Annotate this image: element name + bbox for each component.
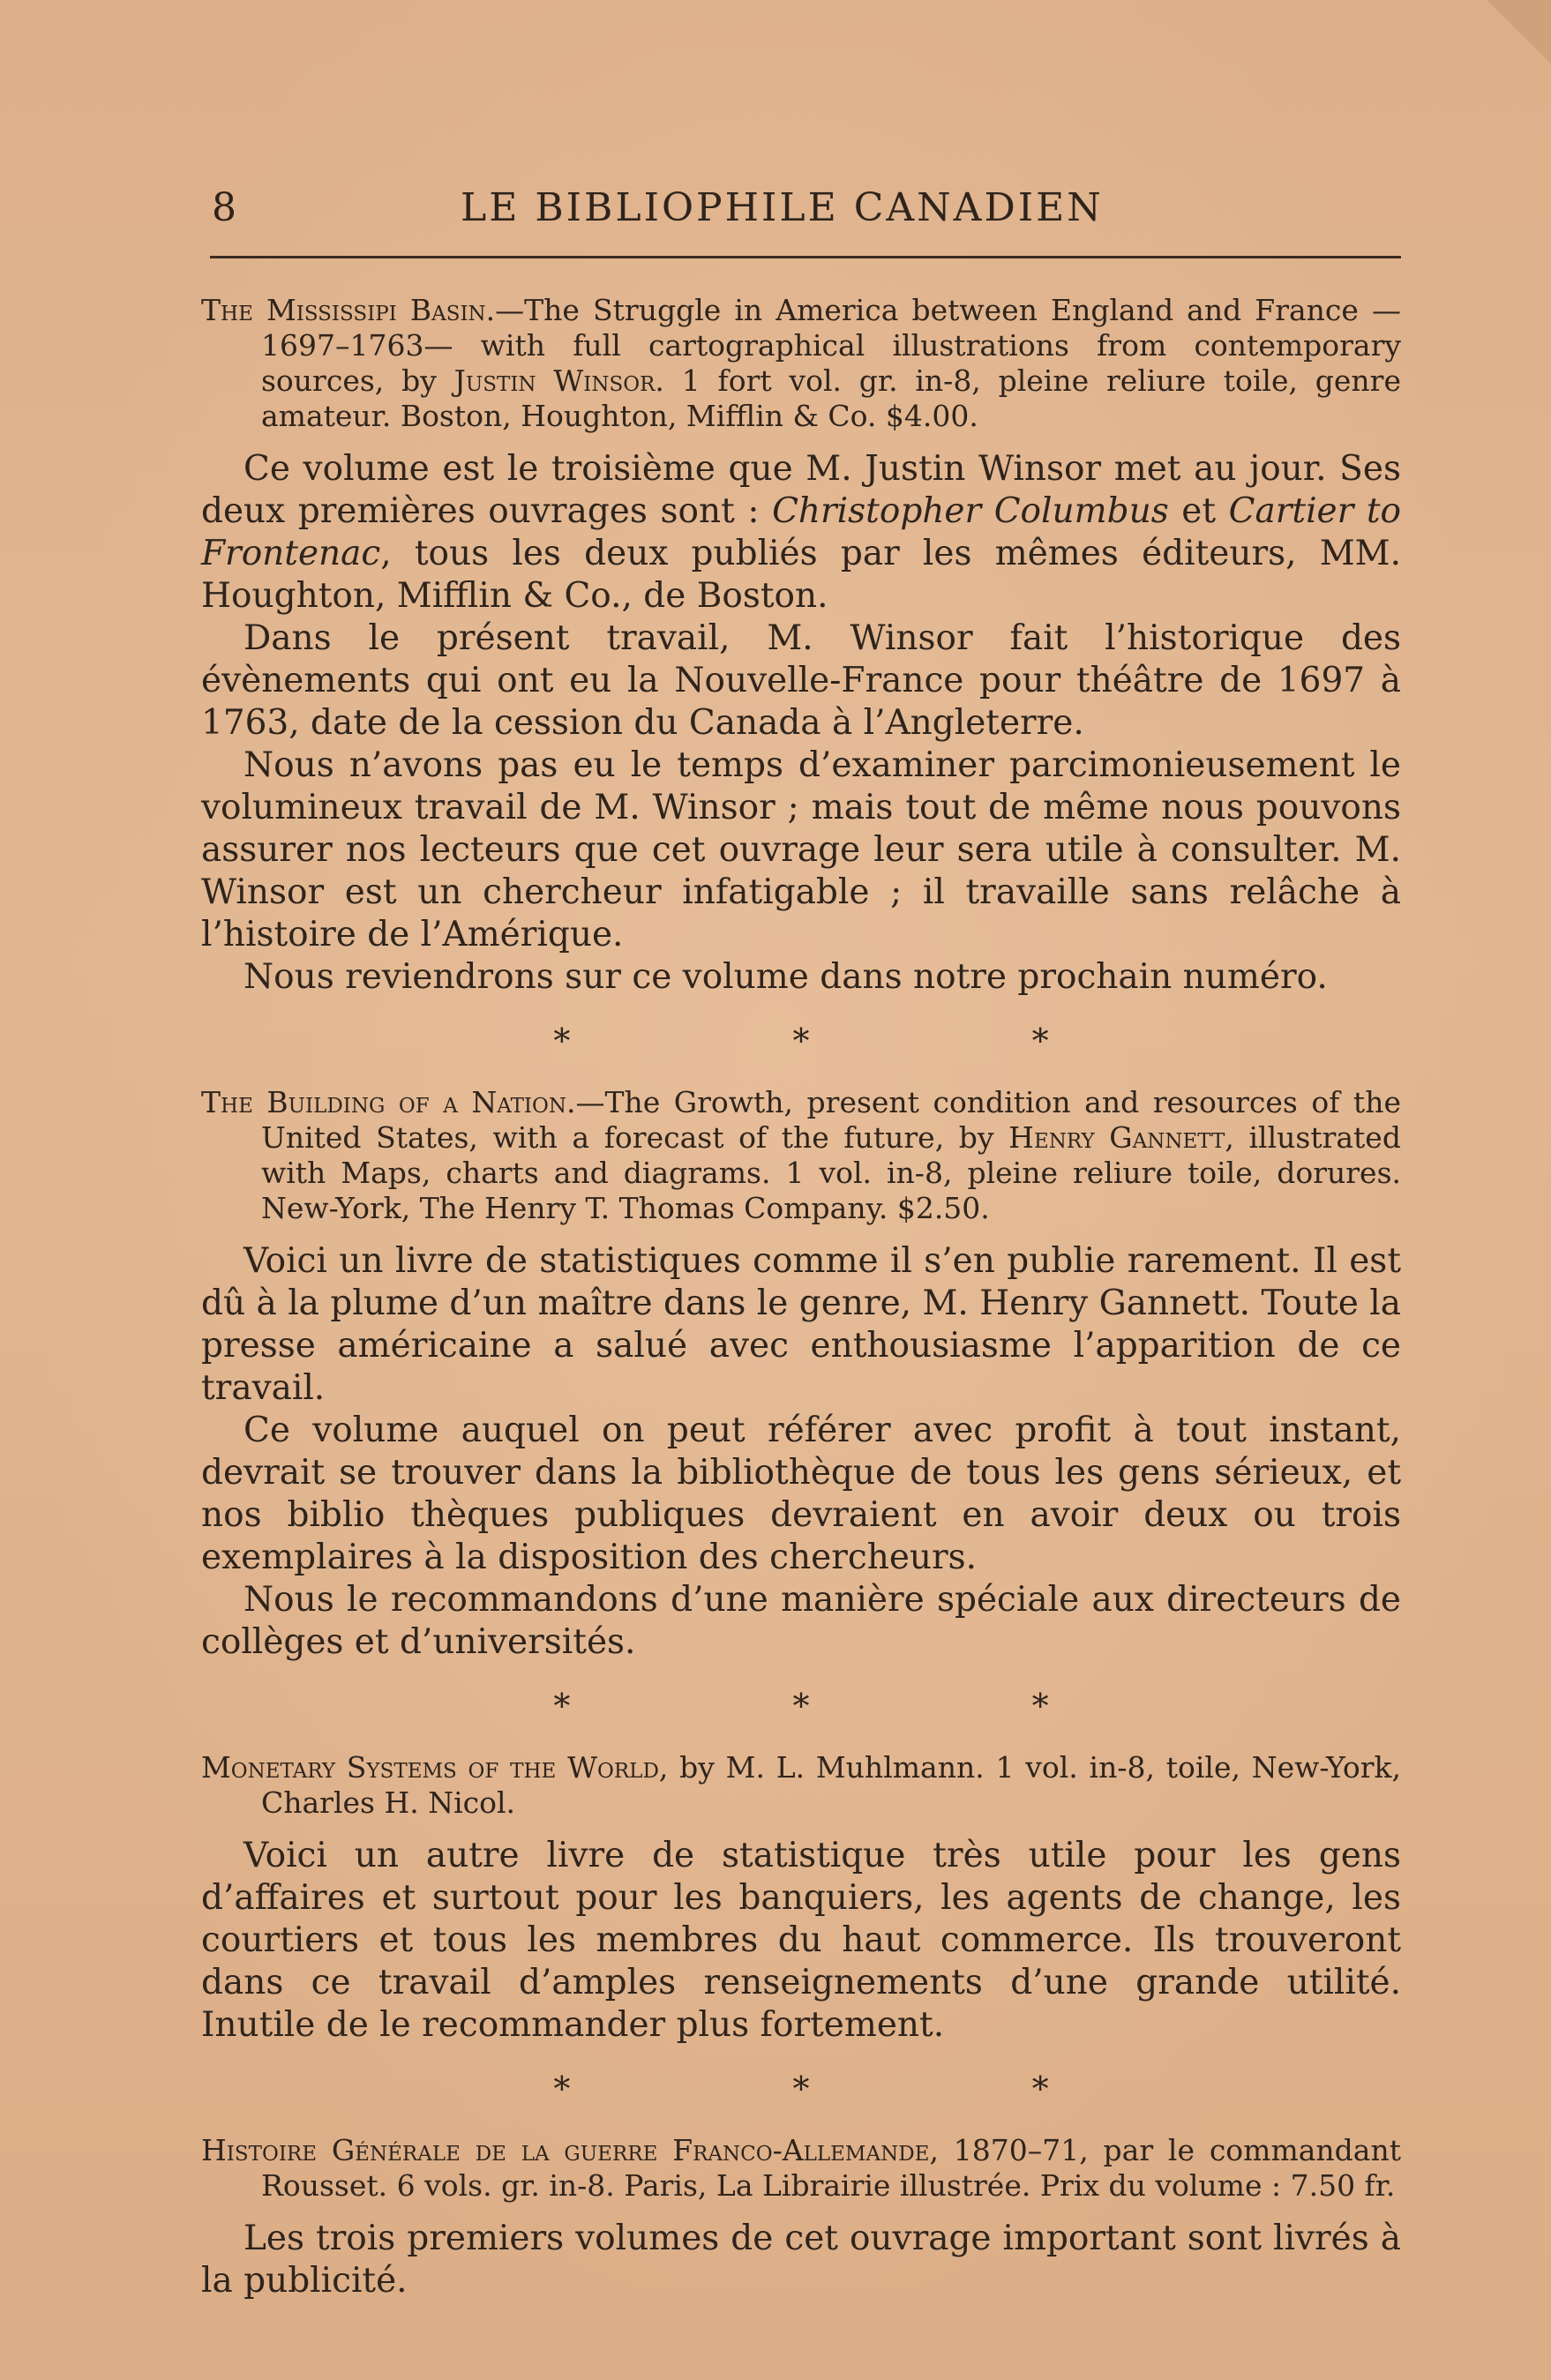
citation-mississipi-basin: [201, 293, 1401, 434]
citation-building-of-a-nation: [201, 1085, 1401, 1226]
citation-body: —The Struggle in America between England and France —1697–1763— with full cartographical illustrations from contemporary sources, by: [261, 293, 1401, 398]
header-rule: [210, 256, 1401, 258]
citation-title: Monetary Systems of the World,: [201, 1750, 669, 1785]
citation-monetary-systems: [201, 1750, 1401, 1821]
text-run: et: [1168, 491, 1229, 531]
book-title: Cartier to Frontenac: [201, 491, 1402, 573]
citation-author: Henry Gannett: [1008, 1120, 1225, 1155]
paragraph: Les trois premiers volumes de cet ouvrage important sont livrés à la publicité.: [201, 2219, 1401, 2301]
citation-tail: by M. L. Muhlmann. 1 vol. in-8, toile, New-York, Charles H. Nicol.: [261, 1750, 1401, 1820]
text-run: , tous les deux publiés par les mêmes éditeurs, MM. Houghton, Mifflin & Co., de Boston.: [201, 534, 1401, 616]
paragraph: Nous le recommandons d’une manière spéciale aux directeurs de collèges et d’universités.: [201, 1580, 1401, 1662]
citation-title: The Building of a Nation.: [201, 1085, 576, 1119]
page-number: 8: [212, 185, 237, 230]
paragraph: Dans le présent travail, M. Winsor fait l’historique des évènements qui ont eu la Nouvelle-France pour théâtre de 1697 à 1763, date de la cession du Canada à l’Angleterre.: [201, 618, 1401, 743]
page-header: [205, 185, 1405, 238]
section-separator: * * *: [553, 1687, 1155, 1725]
citation-title: Histoire Générale de la guerre Franco-Allemande,: [201, 2133, 939, 2167]
book-title: Christopher Columbus: [772, 491, 1169, 531]
citation-body: —The Growth, present condition and resources of the United States, with a forecast of the future, by: [261, 1085, 1401, 1155]
citation-tail: . 1 fort vol. gr. in-8, pleine reliure toile, genre amateur. Boston, Houghton, Mifflin & Co. $4.00.: [261, 363, 1401, 433]
paragraph: Ce volume auquel on peut référer avec profit à tout instant, devrait se trouver dans la bibliothèque de tous les gens sérieux, et nos biblio thèques publiques devraient en avoir deux ou trois exemplaires à la disposition des chercheurs.: [201, 1411, 1401, 1577]
paragraph: [201, 448, 1401, 617]
running-title: LE BIBLIOPHILE CANADIEN: [461, 185, 1104, 230]
citation-author: Justin Winsor: [453, 363, 656, 398]
citation-tail: , illustrated with Maps, charts and diagrams. 1 vol. in-8, pleine reliure toile, dorures. New-York, The Henry T. Thomas Company. $2.50.: [261, 1120, 1401, 1225]
paragraph: Voici un livre de statistiques comme il s’en publie rarement. Il est dû à la plume d’un maître dans le genre, M. Henry Gannett. Toute la presse américaine a salué avec enthousiasme l’apparition de ce travail.: [201, 1241, 1401, 1408]
paragraph: Nous reviendrons sur ce volume dans notre prochain numéro.: [244, 957, 1328, 997]
paragraph: Nous n’avons pas eu le temps d’examiner parcimonieusement le volumineux travail de M. Winsor ; mais tout de même nous pouvons assurer nos lecteurs que cet ouvrage leur sera utile à consulter. M. Winsor est un chercheur infatigable ; il travaille sans relâche à l’histoire de l’Amérique.: [201, 745, 1401, 954]
page-content: [201, 293, 1401, 2302]
section-separator: * * *: [553, 1022, 1155, 1060]
folded-corner: [1472, 0, 1551, 79]
citation-histoire-generale: [201, 2133, 1401, 2204]
citation-tail: 1870–71, par le commandant Rousset. 6 vols. gr. in-8. Paris, La Librairie illustrée. Prix du volume : 7.50 fr.: [261, 2133, 1401, 2203]
section-separator: * * *: [553, 2069, 1155, 2108]
citation-title: The Mississipi Basin.: [201, 293, 496, 327]
paragraph: Voici un autre livre de statistique très utile pour les gens d’affaires et surtout pour les banquiers, les agents de change, les courtiers et tous les membres du haut commerce. Ils trouveront dans ce travail d’amples renseignements d’une grande utilité. Inutile de le recommander plus fortement.: [201, 1836, 1401, 2045]
text-run: Ce volume est le troisième que M. Justin Winsor met au jour. Ses deux premières ouvrages sont :: [201, 449, 1401, 531]
